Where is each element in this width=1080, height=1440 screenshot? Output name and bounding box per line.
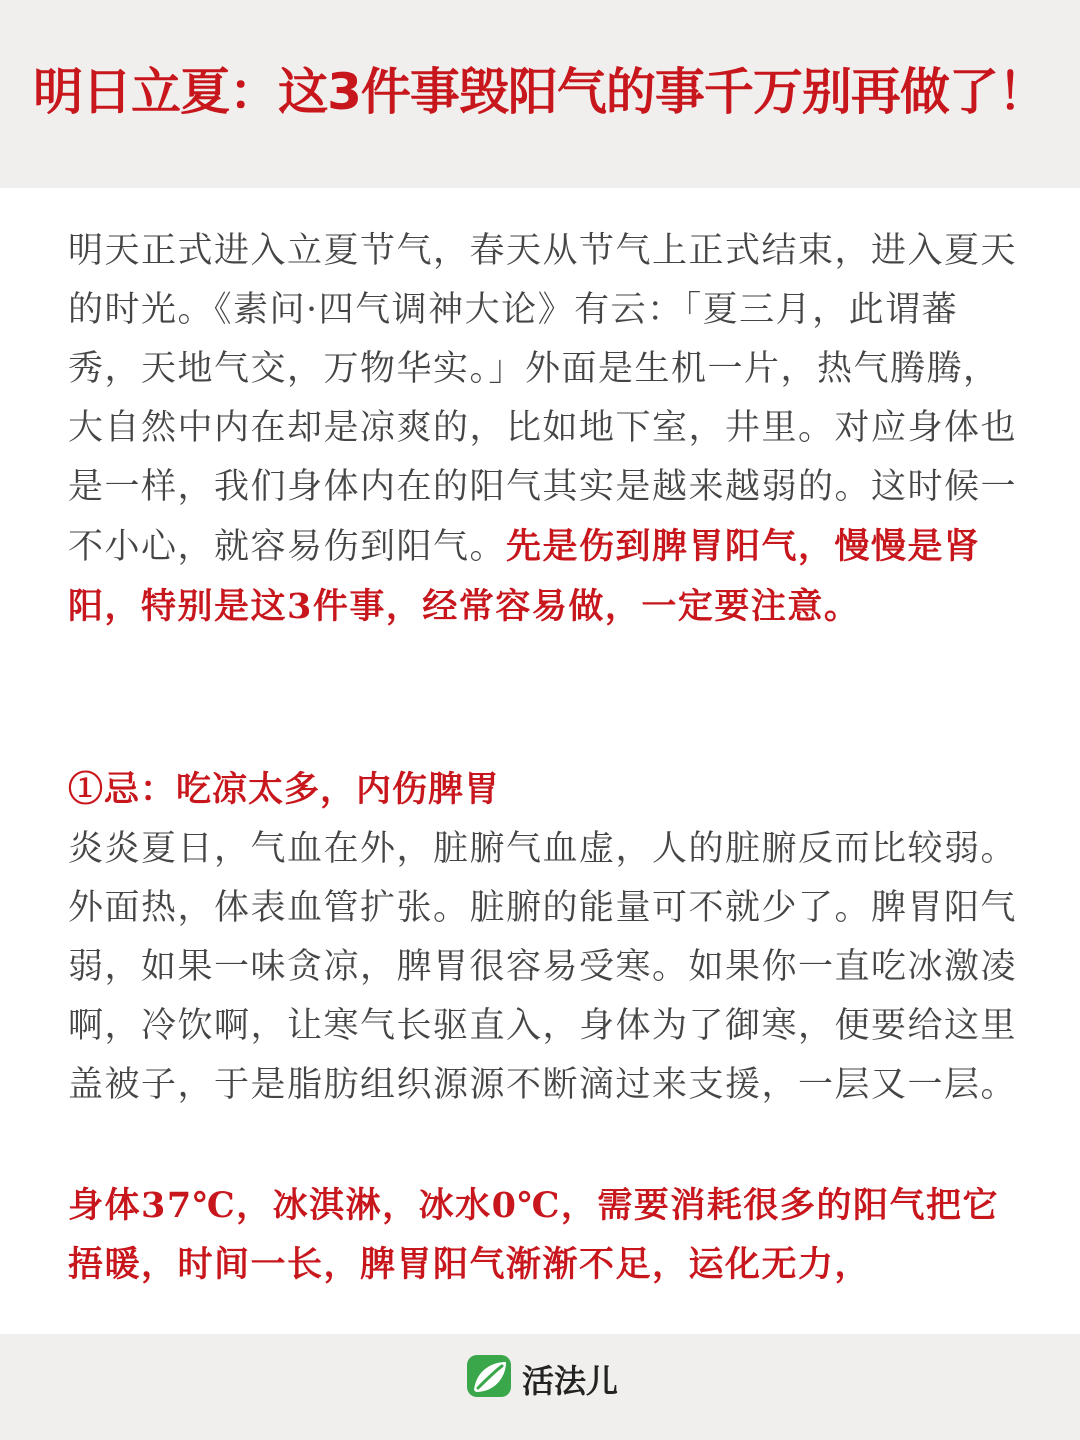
intro-text: 明天正式进入立夏节气，春天从节气上正式结束，进入夏天的时光。《素问·四气调神大论》有云：「夏三月，此谓蕃秀，天地气交，万物华实。」外面是生机一片，热气腾腾，大自然中内在却是凉爽的，比如地下室，井里。对应身体也是一样，我们身体内在的阳气其实是越来越弱的。这时候一不小心，就容易伤到阳气。 <box>68 231 1018 567</box>
section-1-highlight: 身体37℃，冰淇淋，冰水0℃，需要消耗很多的阳气把它捂暖，时间一长，脾胃阳气渐渐不足，运化无力， <box>68 1185 999 1285</box>
intro-highlight: 先是伤到脾胃阳气，慢慢是肾阳，特别是这3件事，经常容易做，一定要注意。 <box>68 526 981 627</box>
footer <box>0 1334 1080 1440</box>
section-1-title: ①忌：吃凉太多，内伤脾胃 <box>68 769 501 810</box>
intro-paragraph <box>68 222 1018 637</box>
header <box>0 0 1080 188</box>
green-leaf-icon <box>466 1354 514 1404</box>
article-card <box>0 188 1080 1334</box>
page-title: 明日立夏：这3件事毁阳气的事千万别再做了！ <box>33 63 1047 121</box>
brand-name: 活法儿 <box>522 1362 619 1400</box>
section-1-body: 炎炎夏日，气血在外，脏腑气血虚，人的脏腑反而比较弱。外面热，体表血管扩张。脏腑的能量可不就少了。脾胃阳气弱，如果一味贪凉，脾胃很容易受寒。如果你一直吃冰激凌啊，冷饮啊，让寒气长驱直入，身体为了御寒，便要给这里盖被子，于是脂肪组织源源不断滴过来支援，一层又一层。 <box>68 829 1018 1105</box>
brand-logo <box>466 1354 618 1404</box>
